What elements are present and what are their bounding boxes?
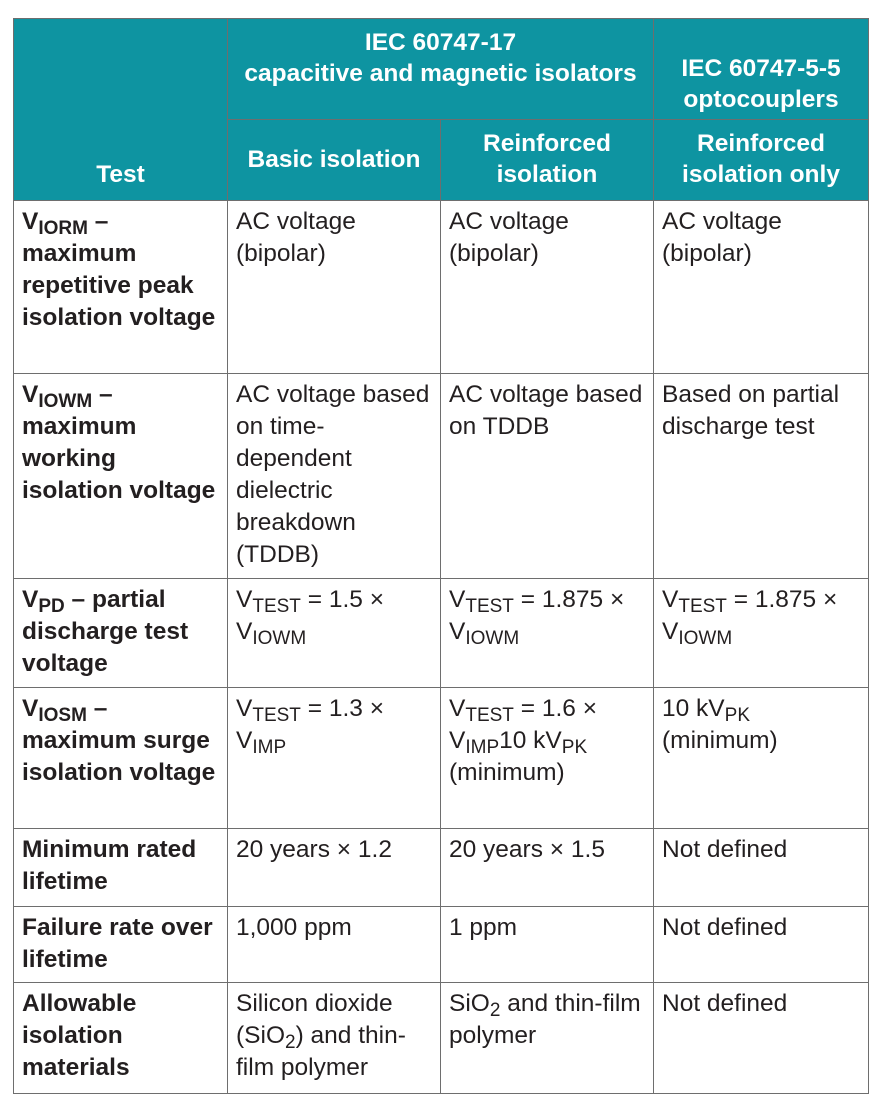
header-iec-60747-5-5: [654, 19, 869, 120]
cell-viorm-reinforced: AC voltage (bipolar): [441, 201, 654, 374]
header-iec17-subtitle: capacitive and magnetic isolators: [244, 60, 637, 87]
cell-viowm-basic: AC voltage based on time-dependent dielectric breakdown (TDDB): [228, 374, 441, 579]
cell-viosm-basic: $V_{TEST} = 1.3$ × $V_{IMP}$: [228, 688, 441, 829]
cell-vpd-opto: $V_{TEST} = 1.875$ × $V_{IOWM}$: [654, 579, 869, 688]
header-reinforced-isolation: [441, 120, 654, 201]
isolation-standards-table: [13, 18, 869, 1094]
cell-viowm-reinforced: AC voltage based on TDDB: [441, 374, 654, 579]
cell-materials-opto: Not defined: [654, 983, 869, 1094]
header-iec-60747-17: [228, 19, 654, 120]
cell-failure-opto: Not defined: [654, 907, 869, 983]
row-label-viosm: $V_{IOSM}$ – maximum surge isolation voltage: [14, 688, 228, 829]
header-reinforced-only-label: Reinforced isolation only: [682, 130, 840, 188]
row-label-vpd: $V_{PD}$ – partial discharge test voltage: [14, 579, 228, 688]
table-row-viowm: [14, 374, 869, 579]
header-basic-isolation: [228, 120, 441, 201]
cell-viosm-opto: 10 $kV_{PK}$ (minimum): [654, 688, 869, 829]
cell-lifetime-reinforced: 20 years × 1.5: [441, 829, 654, 907]
header-iec55-subtitle: optocouplers: [683, 86, 839, 113]
table-row-lifetime: [14, 829, 869, 907]
table-row-failure-rate: [14, 907, 869, 983]
row-label-lifetime: Minimum rated lifetime: [14, 829, 228, 907]
table-row-viosm: [14, 688, 869, 829]
row-label-viowm: $V_{IOWM}$ – maximum working isolation voltage: [14, 374, 228, 579]
cell-viorm-basic: AC voltage (bipolar): [228, 201, 441, 374]
cell-vpd-basic: $V_{TEST} = 1.5$ × $V_{IOWM}$: [228, 579, 441, 688]
header-test-label: Test: [96, 161, 145, 188]
cell-viosm-reinforced: $V_{TEST} = 1.6$ × $V_{IMP}10$ $kV_{PK}$ (minimum): [441, 688, 654, 829]
row-label-viorm: $V_{IORM}$ – maximum repetitive peak isolation voltage: [14, 201, 228, 374]
row-label-materials: Allowable isolation materials: [14, 983, 228, 1094]
cell-viowm-opto: Based on partial discharge test: [654, 374, 869, 579]
cell-lifetime-opto: Not defined: [654, 829, 869, 907]
cell-vpd-reinforced: $V_{TEST} = 1.875$ × $V_{IOWM}$: [441, 579, 654, 688]
cell-materials-basic: Silicon dioxide (SiO$_2$) and thin-film polymer: [228, 983, 441, 1094]
header-row-1: [14, 19, 869, 120]
header-iec17-title: IEC 60747-17: [364, 29, 517, 56]
header-reinforced-only: [654, 120, 869, 201]
row-label-failure-rate: Failure rate over lifetime: [14, 907, 228, 983]
cell-failure-reinforced: 1 ppm: [441, 907, 654, 983]
header-reinforced-label: Reinforced isolation: [483, 130, 611, 188]
header-iec55-title: IEC 60747-5-5: [681, 55, 841, 82]
header-test: [14, 19, 228, 201]
table-row-viorm: [14, 201, 869, 374]
header-basic-label: Basic isolation: [247, 145, 421, 173]
cell-failure-basic: 1,000 ppm: [228, 907, 441, 983]
cell-viorm-opto: AC voltage (bipolar): [654, 201, 869, 374]
cell-lifetime-basic: 20 years × 1.2: [228, 829, 441, 907]
cell-materials-reinforced: SiO$_2$ and thin-film polymer: [441, 983, 654, 1094]
table-row-materials: [14, 983, 869, 1094]
table-row-vpd: [14, 579, 869, 688]
